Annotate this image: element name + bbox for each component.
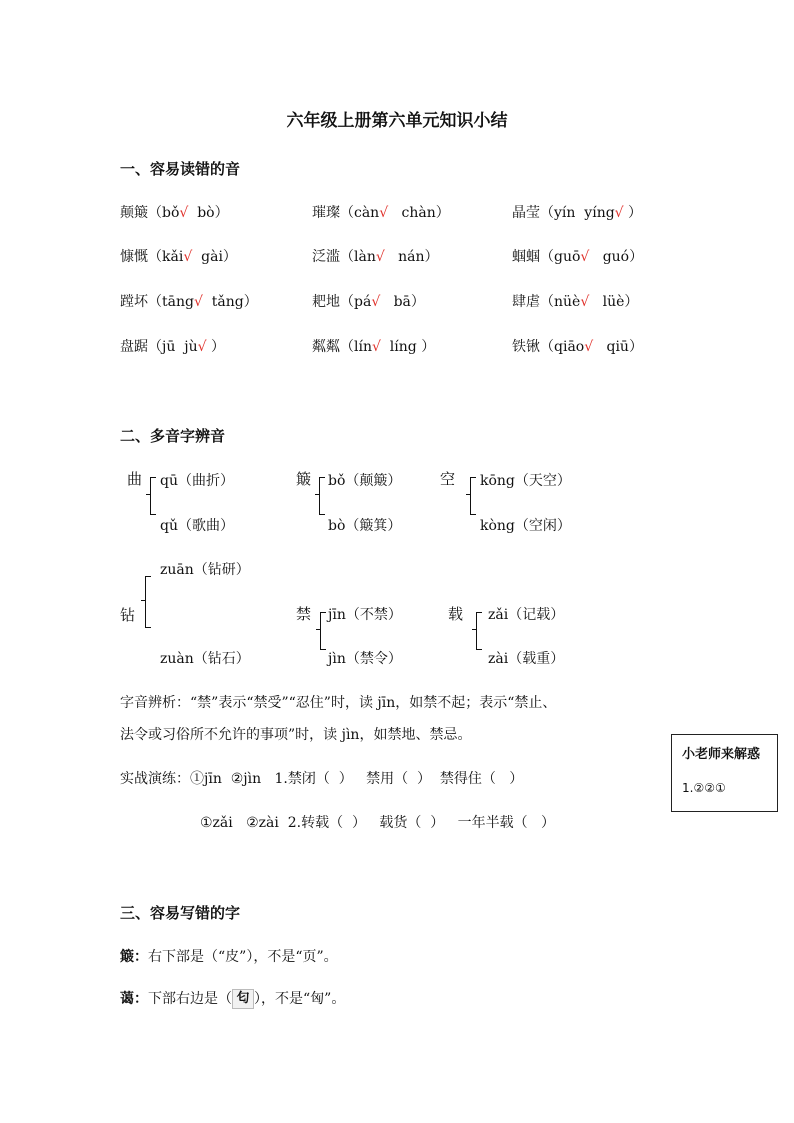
pronunciation-item	[512, 291, 638, 311]
pronunciation-word: 盘踞（jū jù	[120, 339, 198, 355]
pronunciation-item	[120, 291, 258, 311]
pronunciation-alt: bā）	[380, 294, 425, 310]
pronunciation-word: 蝈蝈（guō	[512, 249, 581, 265]
pronunciation-word: 蹚坏（tāng	[120, 294, 194, 310]
pronunciation-item	[120, 246, 237, 266]
check-mark-icon: √	[371, 339, 381, 355]
polyphone-reading-top: qū（曲折）	[160, 473, 234, 489]
pronunciation-alt: ）	[206, 339, 225, 355]
polyphone-reading-top: kōng（天空）	[480, 473, 571, 489]
polyphone-reading-top: jīn（不禁）	[328, 607, 402, 623]
pronunciation-alt: nán）	[384, 249, 439, 265]
polyphone-reading-bottom: qǔ（歌曲）	[160, 518, 234, 534]
practice-line-2: ①zǎi ②zài 2.转载（ ） 载货（ ） 一年半载（ ）	[200, 815, 555, 831]
pronunciation-word: 耙地（pá	[312, 294, 372, 310]
pronunciation-item	[312, 202, 450, 222]
brace-icon	[470, 477, 476, 515]
polyphone-char: 载	[448, 605, 464, 623]
pronunciation-word: 晶莹（yín yíng	[512, 205, 615, 221]
polyphone-char: 禁	[296, 605, 312, 623]
pronunciation-alt: gài）	[192, 249, 237, 265]
check-mark-icon: √	[193, 294, 203, 310]
polyphone-char: 簸	[296, 470, 312, 488]
pronunciation-alt: qiū）	[593, 339, 643, 355]
check-mark-icon: √	[183, 249, 193, 265]
check-mark-icon: √	[371, 294, 381, 310]
error-char: 蔼：	[120, 991, 148, 1007]
answer-box-answer: 1.②②①	[682, 781, 726, 795]
check-mark-icon: √	[614, 205, 624, 221]
brace-icon	[150, 477, 156, 515]
glyph-component-image: 匂	[232, 989, 254, 1009]
error-char-item-1	[120, 946, 338, 966]
brace-tip	[315, 494, 320, 495]
check-mark-icon: √	[580, 249, 590, 265]
pronunciation-alt: líng ）	[380, 339, 436, 355]
polyphone-reading-bottom: zuàn（钻石）	[160, 651, 250, 667]
polyphone-reading-bottom: bò（簸箕）	[328, 518, 402, 534]
analysis-line-2: 法令或习俗所不允许的事项”时，读 jìn，如禁地、禁忌。	[120, 727, 472, 743]
pronunciation-word: 颠簸（bǒ	[120, 205, 180, 221]
pronunciation-item	[120, 336, 225, 356]
brace-tip	[316, 629, 321, 630]
section2-heading: 二、多音字辨音	[120, 427, 226, 445]
error-char-note: 右下部是（“皮”），不是“页”。	[148, 949, 338, 965]
answer-box-title: 小老师来解惑	[682, 747, 761, 762]
polyphone-reading-bottom: zài（载重）	[488, 651, 565, 667]
brace-tip	[472, 629, 477, 630]
brace-icon	[145, 576, 151, 628]
polyphone-reading-bottom: jìn（禁令）	[328, 651, 402, 667]
pronunciation-alt: ）	[623, 205, 643, 221]
pronunciation-item	[312, 246, 439, 266]
pronunciation-item	[312, 291, 425, 311]
pronunciation-alt: chàn）	[388, 205, 450, 221]
pronunciation-item	[512, 202, 642, 222]
section1-heading: 一、容易读错的音	[120, 160, 241, 178]
check-mark-icon: √	[179, 205, 189, 221]
pronunciation-item	[512, 246, 643, 266]
check-mark-icon: √	[584, 339, 594, 355]
pronunciation-word: 璀璨（càn	[312, 205, 380, 221]
pronunciation-word: 慷慨（kǎi	[120, 249, 184, 265]
pronunciation-alt: tǎng）	[202, 294, 258, 310]
pronunciation-word: 粼粼（lín	[312, 339, 372, 355]
pronunciation-item	[120, 202, 229, 222]
answer-box	[671, 734, 778, 812]
polyphone-reading-top: bǒ（颠簸）	[328, 473, 402, 489]
pronunciation-alt: bò）	[188, 205, 229, 221]
error-char-item-2	[120, 988, 345, 1009]
polyphone-char: 曲	[127, 470, 143, 488]
polyphone-char: 钻	[120, 606, 136, 624]
analysis-line-1: 字音辨析：“禁”表示“禁受”“忍住”时，读 jīn，如禁不起；表示“禁止、	[120, 695, 557, 711]
check-mark-icon: √	[197, 339, 207, 355]
pronunciation-alt: guó）	[589, 249, 644, 265]
brace-tip	[146, 494, 151, 495]
section3-heading: 三、容易写错的字	[120, 904, 241, 922]
pronunciation-item	[512, 336, 643, 356]
brace-tip	[141, 600, 146, 601]
check-mark-icon: √	[379, 205, 389, 221]
pronunciation-word: 铁锹（qiāo	[512, 339, 585, 355]
polyphone-reading-bottom: kòng（空闲）	[480, 518, 571, 534]
error-char-note-post: ），不是“匈”。	[254, 991, 346, 1007]
polyphone-reading-top: zuān（钻研）	[160, 562, 250, 578]
check-mark-icon: √	[375, 249, 385, 265]
brace-icon	[319, 477, 325, 515]
brace-icon	[476, 612, 482, 650]
error-char: 簸：	[120, 949, 148, 965]
brace-tip	[466, 494, 471, 495]
page-title: 六年级上册第六单元知识小结	[286, 111, 508, 131]
check-mark-icon: √	[580, 294, 590, 310]
pronunciation-word: 肆虐（nüè	[512, 294, 581, 310]
brace-icon	[320, 612, 326, 650]
pronunciation-word: 泛滥（làn	[312, 249, 376, 265]
polyphone-char: 空	[440, 470, 456, 488]
pronunciation-alt: lüè）	[589, 294, 639, 310]
pronunciation-item	[312, 336, 435, 356]
practice-line-1: 实战演练：①jīn ②jìn 1.禁闭（ ） 禁用（ ） 禁得住（ ）	[120, 771, 524, 787]
error-char-note-pre: 下部右边是（	[148, 991, 232, 1007]
polyphone-reading-top: zǎi（记载）	[488, 607, 565, 623]
